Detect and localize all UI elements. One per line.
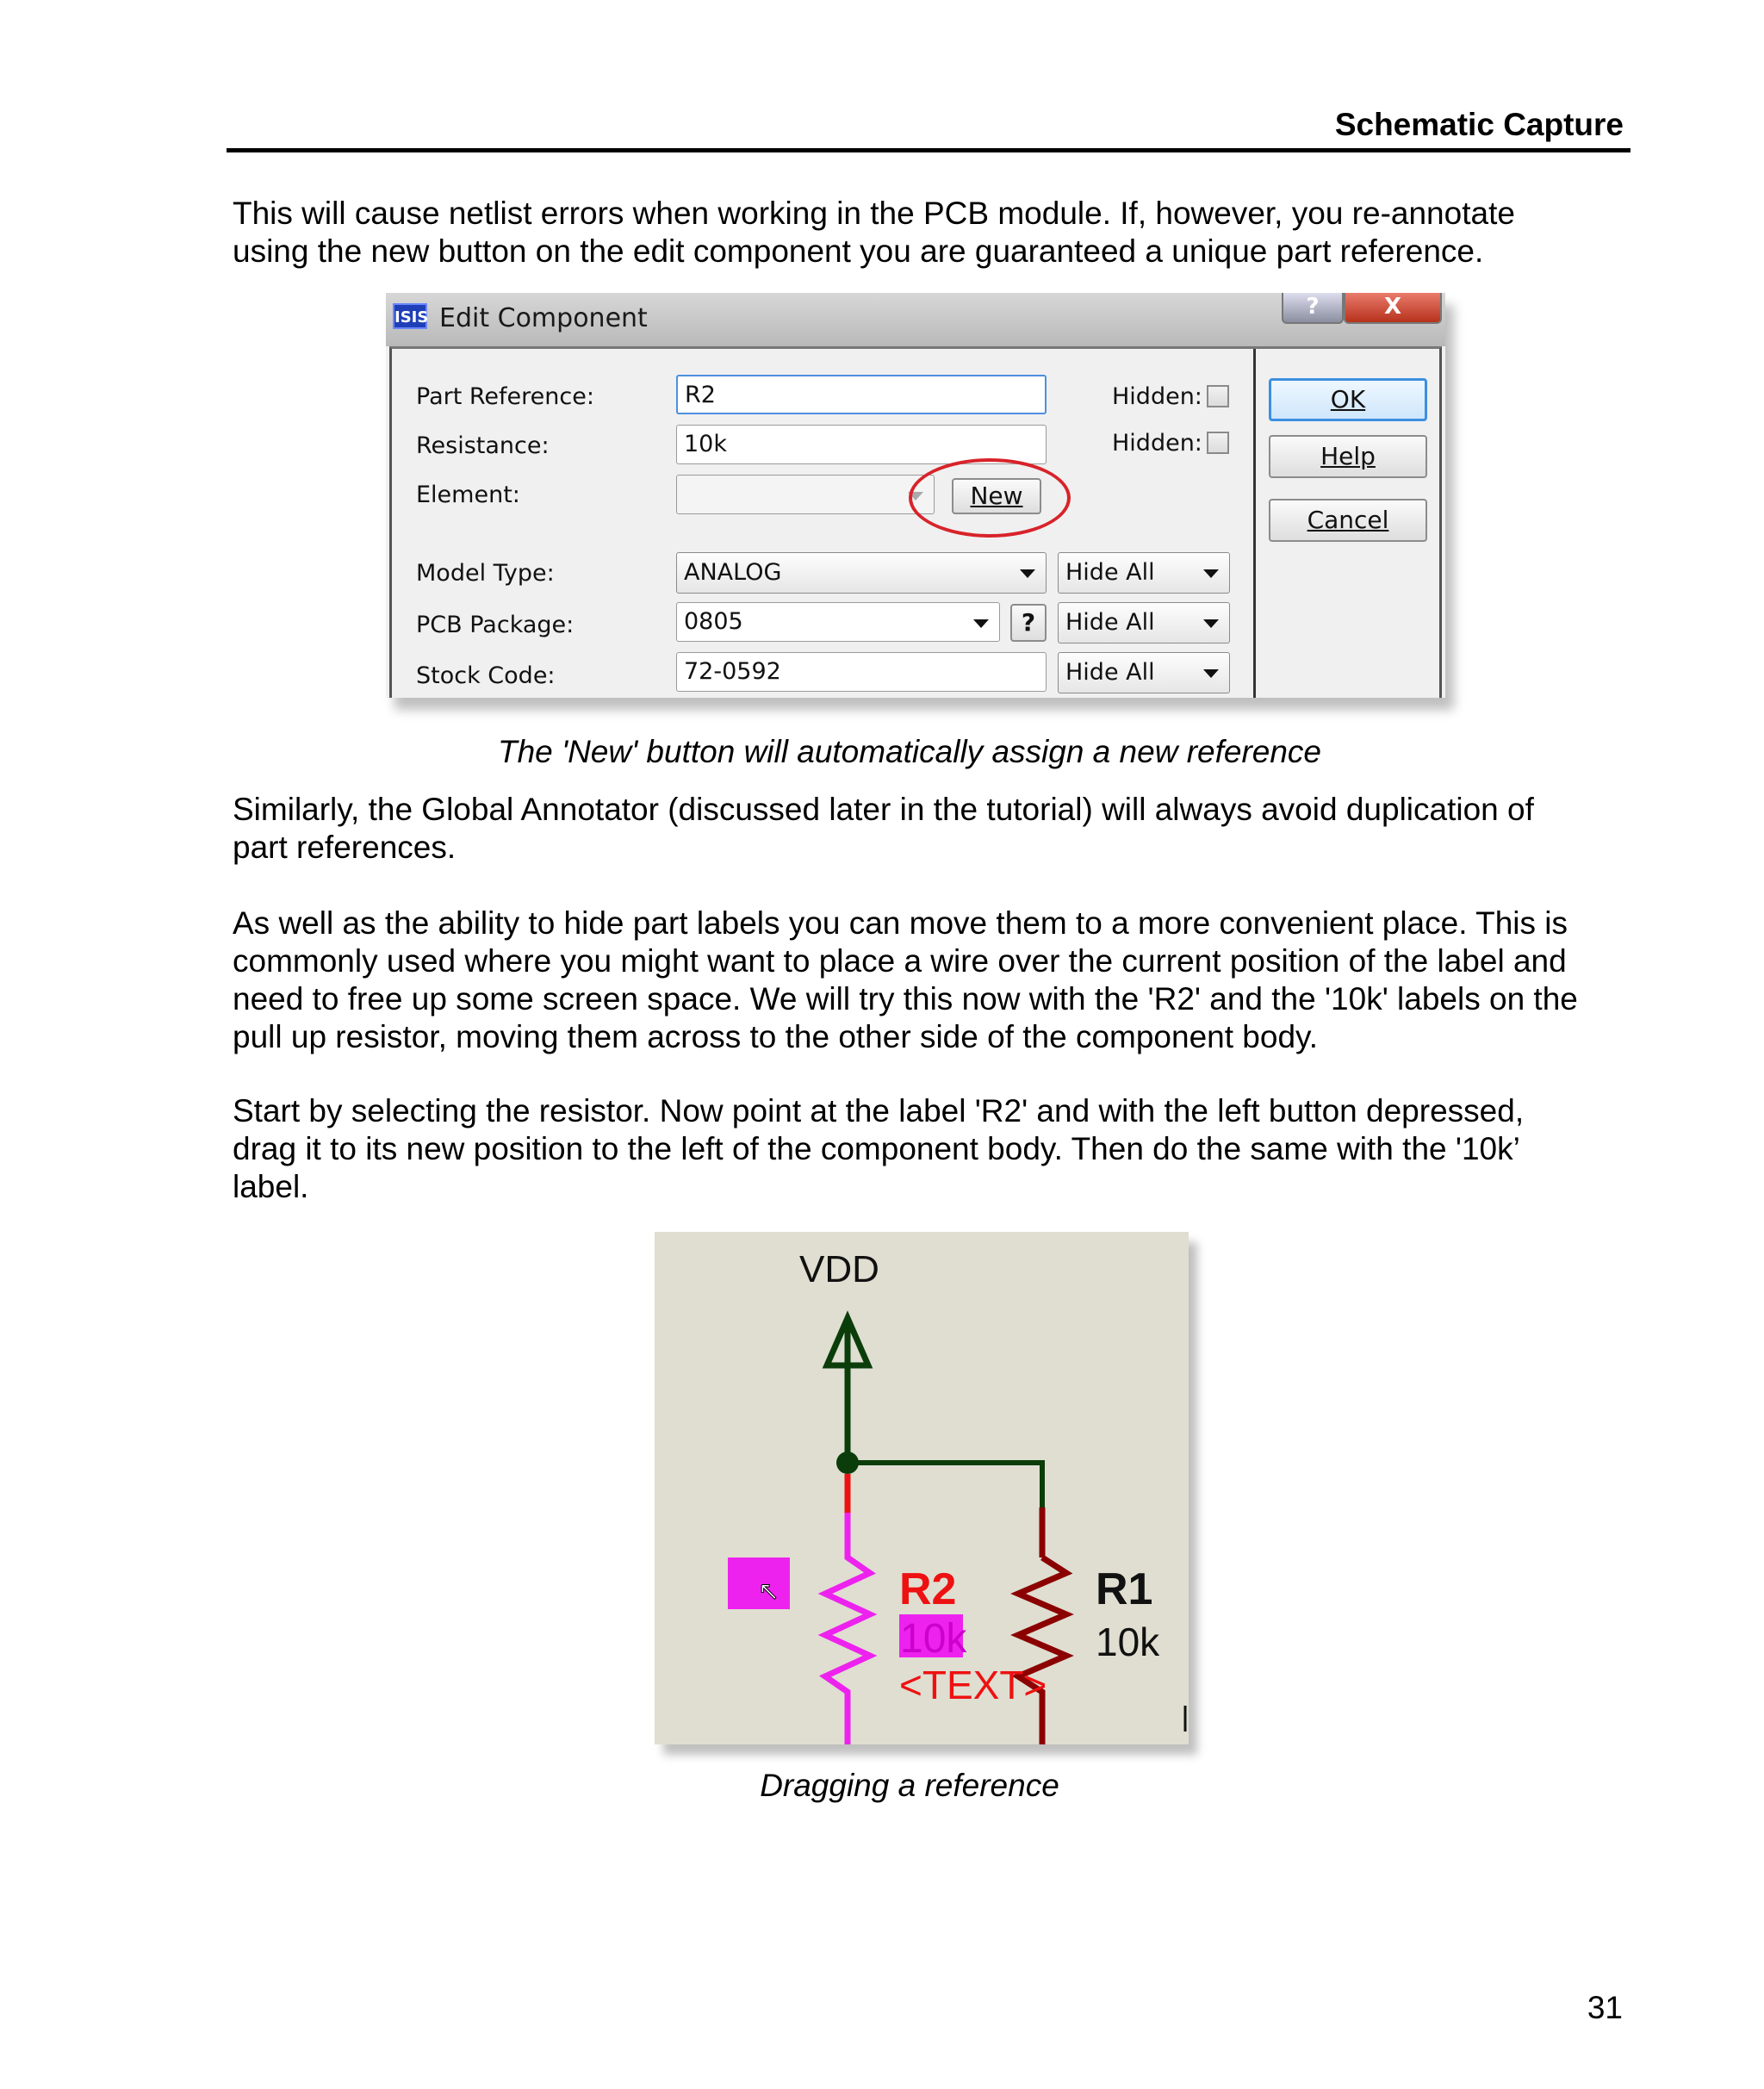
- titlebar-help-button[interactable]: ?: [1282, 293, 1344, 324]
- r1-resistor-body[interactable]: [1018, 1557, 1066, 1744]
- chevron-down-icon: [1203, 669, 1219, 678]
- pcb-package-help-button[interactable]: ?: [1010, 604, 1047, 642]
- text-line: need to free up some screen space. We will try this now with the 'R2' and the '10k' labels on the: [233, 981, 1578, 1017]
- dialog-titlebar: [386, 293, 1445, 346]
- header-rule: [227, 148, 1630, 152]
- help-button[interactable]: [1269, 435, 1427, 478]
- model-type-value: ANALOG: [684, 559, 782, 586]
- vdd-label: VDD: [799, 1248, 879, 1290]
- hidden-label: Hidden:: [1112, 430, 1202, 457]
- pcb-package-label: PCB Package:: [416, 612, 575, 638]
- schematic-canvas: [655, 1232, 1189, 1744]
- new-button-highlight-circle: [909, 458, 1071, 538]
- cancel-button-label: Cancel: [1307, 506, 1389, 534]
- new-button-label: New: [970, 482, 1023, 510]
- chevron-down-icon: [1203, 569, 1219, 578]
- figure-caption-new-button: The 'New' button will automatically assign a new reference: [497, 734, 1322, 769]
- schematic-drawing: [655, 1232, 1189, 1744]
- dialog-separator: [1253, 349, 1256, 698]
- chevron-down-icon: [973, 619, 989, 628]
- help-button-label: Help: [1320, 442, 1376, 470]
- part-reference-hidden-checkbox[interactable]: [1207, 385, 1229, 407]
- ok-button-label: OK: [1330, 385, 1366, 413]
- text-line: label.: [233, 1169, 309, 1204]
- text-line: using the new button on the edit component you are guaranteed a unique part reference.: [233, 233, 1484, 269]
- stock-code-input[interactable]: 72-0592: [676, 652, 1047, 692]
- resistance-label: Resistance:: [416, 432, 550, 459]
- part-reference-label: Part Reference:: [416, 383, 594, 410]
- cancel-button[interactable]: [1269, 499, 1427, 542]
- r2-resistor-body[interactable]: [825, 1513, 870, 1744]
- resistance-hidden-checkbox[interactable]: [1207, 432, 1229, 454]
- resistance-input[interactable]: 10k: [676, 425, 1047, 464]
- text-line: Similarly, the Global Annotator (discussed later in the tutorial) will always avoid duplication of: [233, 792, 1534, 827]
- model-type-hide-all-select[interactable]: [1058, 552, 1230, 594]
- hide-all-value: Hide All: [1065, 659, 1155, 686]
- figure-caption-dragging: Dragging a reference: [760, 1768, 1059, 1803]
- chevron-down-icon: [1020, 569, 1035, 578]
- part-reference-input[interactable]: R2: [676, 375, 1047, 414]
- r1-value-label[interactable]: 10k: [1096, 1620, 1160, 1664]
- paragraph-move-labels: [233, 905, 1628, 1056]
- text-line: drag it to its new position to the left of the component body. Then do the same with the '10k’: [233, 1131, 1520, 1166]
- r2-value-label[interactable]: 10k: [900, 1616, 967, 1662]
- model-type-label: Model Type:: [416, 560, 555, 587]
- element-label: Element:: [416, 482, 520, 508]
- r2-text-label[interactable]: <TEXT>: [899, 1663, 1047, 1707]
- titlebar-close-button[interactable]: X: [1344, 293, 1442, 324]
- r1-supply-wire: [848, 1463, 1042, 1508]
- text-line: Start by selecting the resistor. Now point at the label 'R2' and with the left button depressed,: [233, 1093, 1525, 1128]
- stock-code-hide-all-select[interactable]: [1058, 652, 1230, 693]
- hidden-label: Hidden:: [1112, 383, 1202, 410]
- isis-app-icon: ISIS: [393, 303, 427, 329]
- paragraph-global-annotator: [233, 791, 1628, 867]
- text-line: commonly used where you might want to place a wire over the current position of the label and: [233, 943, 1567, 979]
- text-line: pull up resistor, moving them across to the other side of the component body.: [233, 1019, 1319, 1054]
- ok-button[interactable]: [1269, 378, 1427, 421]
- pcb-package-hide-all-select[interactable]: [1058, 602, 1230, 643]
- chevron-down-icon: [1203, 619, 1219, 628]
- dialog-body: [389, 346, 1442, 698]
- element-select[interactable]: [676, 475, 935, 514]
- paragraph-netlist-errors: [233, 195, 1628, 270]
- pcb-package-value: 0805: [684, 608, 743, 635]
- page-number: 31: [1587, 1990, 1623, 2025]
- paragraph-drag-instructions: [233, 1092, 1628, 1206]
- dialog-title: Edit Component: [439, 303, 648, 333]
- hide-all-value: Hide All: [1065, 559, 1155, 586]
- text-line: part references.: [233, 830, 457, 865]
- stock-code-label: Stock Code:: [416, 662, 556, 689]
- r1-reference-label[interactable]: R1: [1096, 1564, 1153, 1614]
- section-title: Schematic Capture: [1334, 107, 1624, 142]
- r2-reference-label[interactable]: R2: [899, 1564, 957, 1614]
- model-type-select[interactable]: [676, 552, 1047, 594]
- hide-all-value: Hide All: [1065, 609, 1155, 636]
- pcb-package-select[interactable]: [676, 602, 1000, 642]
- text-line: As well as the ability to hide part labels you can move them to a more convenient place. This is: [233, 905, 1568, 941]
- text-line: This will cause netlist errors when working in the PCB module. If, however, you re-annotate: [233, 196, 1515, 231]
- mouse-pointer-icon: ↖: [758, 1577, 780, 1606]
